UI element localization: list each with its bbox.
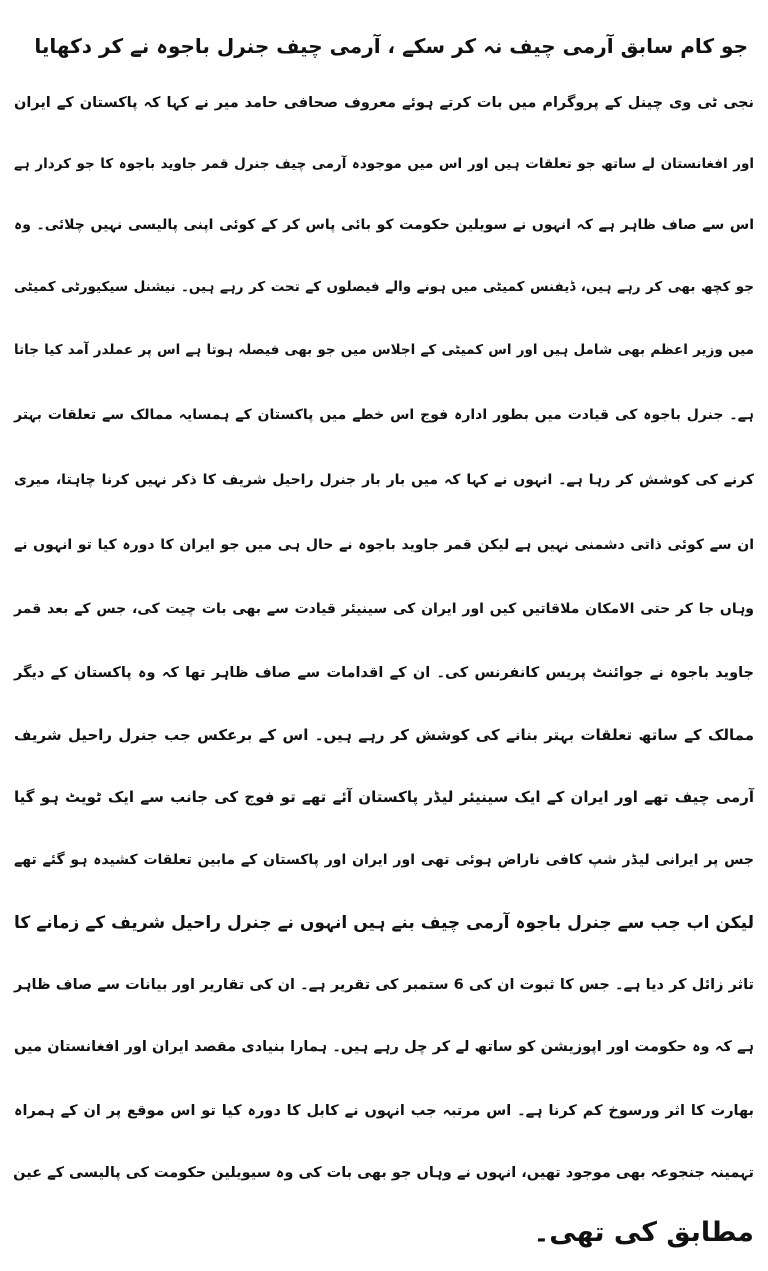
article-line: ہے۔ جنرل باجوہ کی قیادت میں بطور ادارہ فوج اس خطے میں پاکستان کے ہمسایہ ممالک سے تعلقات بہتر [14,407,754,423]
article-line: جس پر ایرانی لیڈر شپ کافی ناراض ہوئی تھی اور ایران اور پاکستان کے مابین تعلقات کشیدہ ہو گئے تھے [14,852,754,868]
article-line: ان سے کوئی ذاتی دشمنی نہیں ہے لیکن قمر جاوید باجوہ نے حال ہی میں جو ایران کا دورہ کیا تو انہوں نے [14,537,754,553]
article-line: ہے کہ وہ حکومت اور اپوزیشن کو ساتھ لے کر چل رہے ہیں۔ ہمارا بنیادی مقصد ایران اور افغانستان میں [14,1039,754,1055]
article-title: جو کام سابق آرمی چیف نہ کر سکے ، آرمی چیف جنرل باجوہ نے کر دکھایا [34,34,748,58]
article-line: جو کچھ بھی کر رہے ہیں، ڈیفنس کمیٹی میں ہونے والے فیصلوں کے تحت کر رہے ہیں۔ نیشنل سیکیورٹی کمیٹی [14,279,754,295]
article-line: لیکن اب جب سے جنرل باجوہ آرمی چیف بنے ہیں انہوں نے جنرل راحیل شریف کے زمانے کا [14,913,754,933]
article-line: کرنے کی کوشش کر رہا ہے۔ انہوں نے کہا کہ میں بار بار جنرل راحیل شریف کا ذکر نہیں کرنا چاہتا، میری [14,472,754,488]
article-line: تاثر زائل کر دیا ہے۔ جس کا ثبوت ان کی 6 ستمبر کی تقریر ہے۔ ان کی تقاریر اور بیانات سے صاف ظاہر [14,977,755,993]
article-line: آرمی چیف تھے اور ایران کے ایک سینیئر لیڈر پاکستان آئے تھے تو فوج کی جانب سے ایک ٹویٹ ہو گیا [14,788,754,806]
article-line: مطابق کی تھی۔ [533,1217,754,1248]
article-line: اس سے صاف ظاہر ہے کہ انہوں نے سویلین حکومت کو بائی پاس کر کے کوئی اپنی پالیسی نہیں چلائی۔ وہ [14,217,754,233]
article-line: میں وزیر اعظم بھی شامل ہیں اور اس کمیٹی کے اجلاس میں جو بھی فیصلہ ہوتا ہے اس پر عملدر آمد کیا جاتا [14,342,754,358]
article-line: تہمینہ جنجوعہ بھی موجود تھیں، انہوں نے وہاں جو بھی بات کی وہ سیویلین حکومت کی پالیسی کے عین [13,1165,754,1181]
article-line: وہاں جا کر حتی الامکان ملاقاتیں کیں اور ایران کی سینیئر قیادت سے بھی بات چیت کی، جس کے بعد قمر [14,601,754,617]
article-line: ممالک کے ساتھ تعلقات بہتر بنانے کی کوشش کر رہے ہیں۔ اس کے برعکس جب جنرل راحیل شریف [14,726,754,744]
article-line: بھارت کا اثر ورسوخ کم کرنا ہے۔ اس مرتبہ جب انہوں نے کابل کا دورہ کیا تو اس موقع پر ان کے ہمراہ [14,1103,754,1119]
article-line: نجی ٹی وی چینل کے پروگرام میں بات کرتے ہوئے معروف صحافی حامد میر نے کہا کہ پاکستان کے ایران [14,95,754,111]
article-line: جاوید باجوہ نے جوائنٹ پریس کانفرنس کی۔ ان کے اقدامات سے صاف ظاہر تھا کہ وہ پاکستان کے دیگر [14,665,754,681]
article-line: اور افغانستان لے ساتھ جو تعلقات ہیں اور اس میں موجودہ آرمی چیف جنرل قمر جاوید باجوہ کا جو کردار ہے [14,156,754,172]
